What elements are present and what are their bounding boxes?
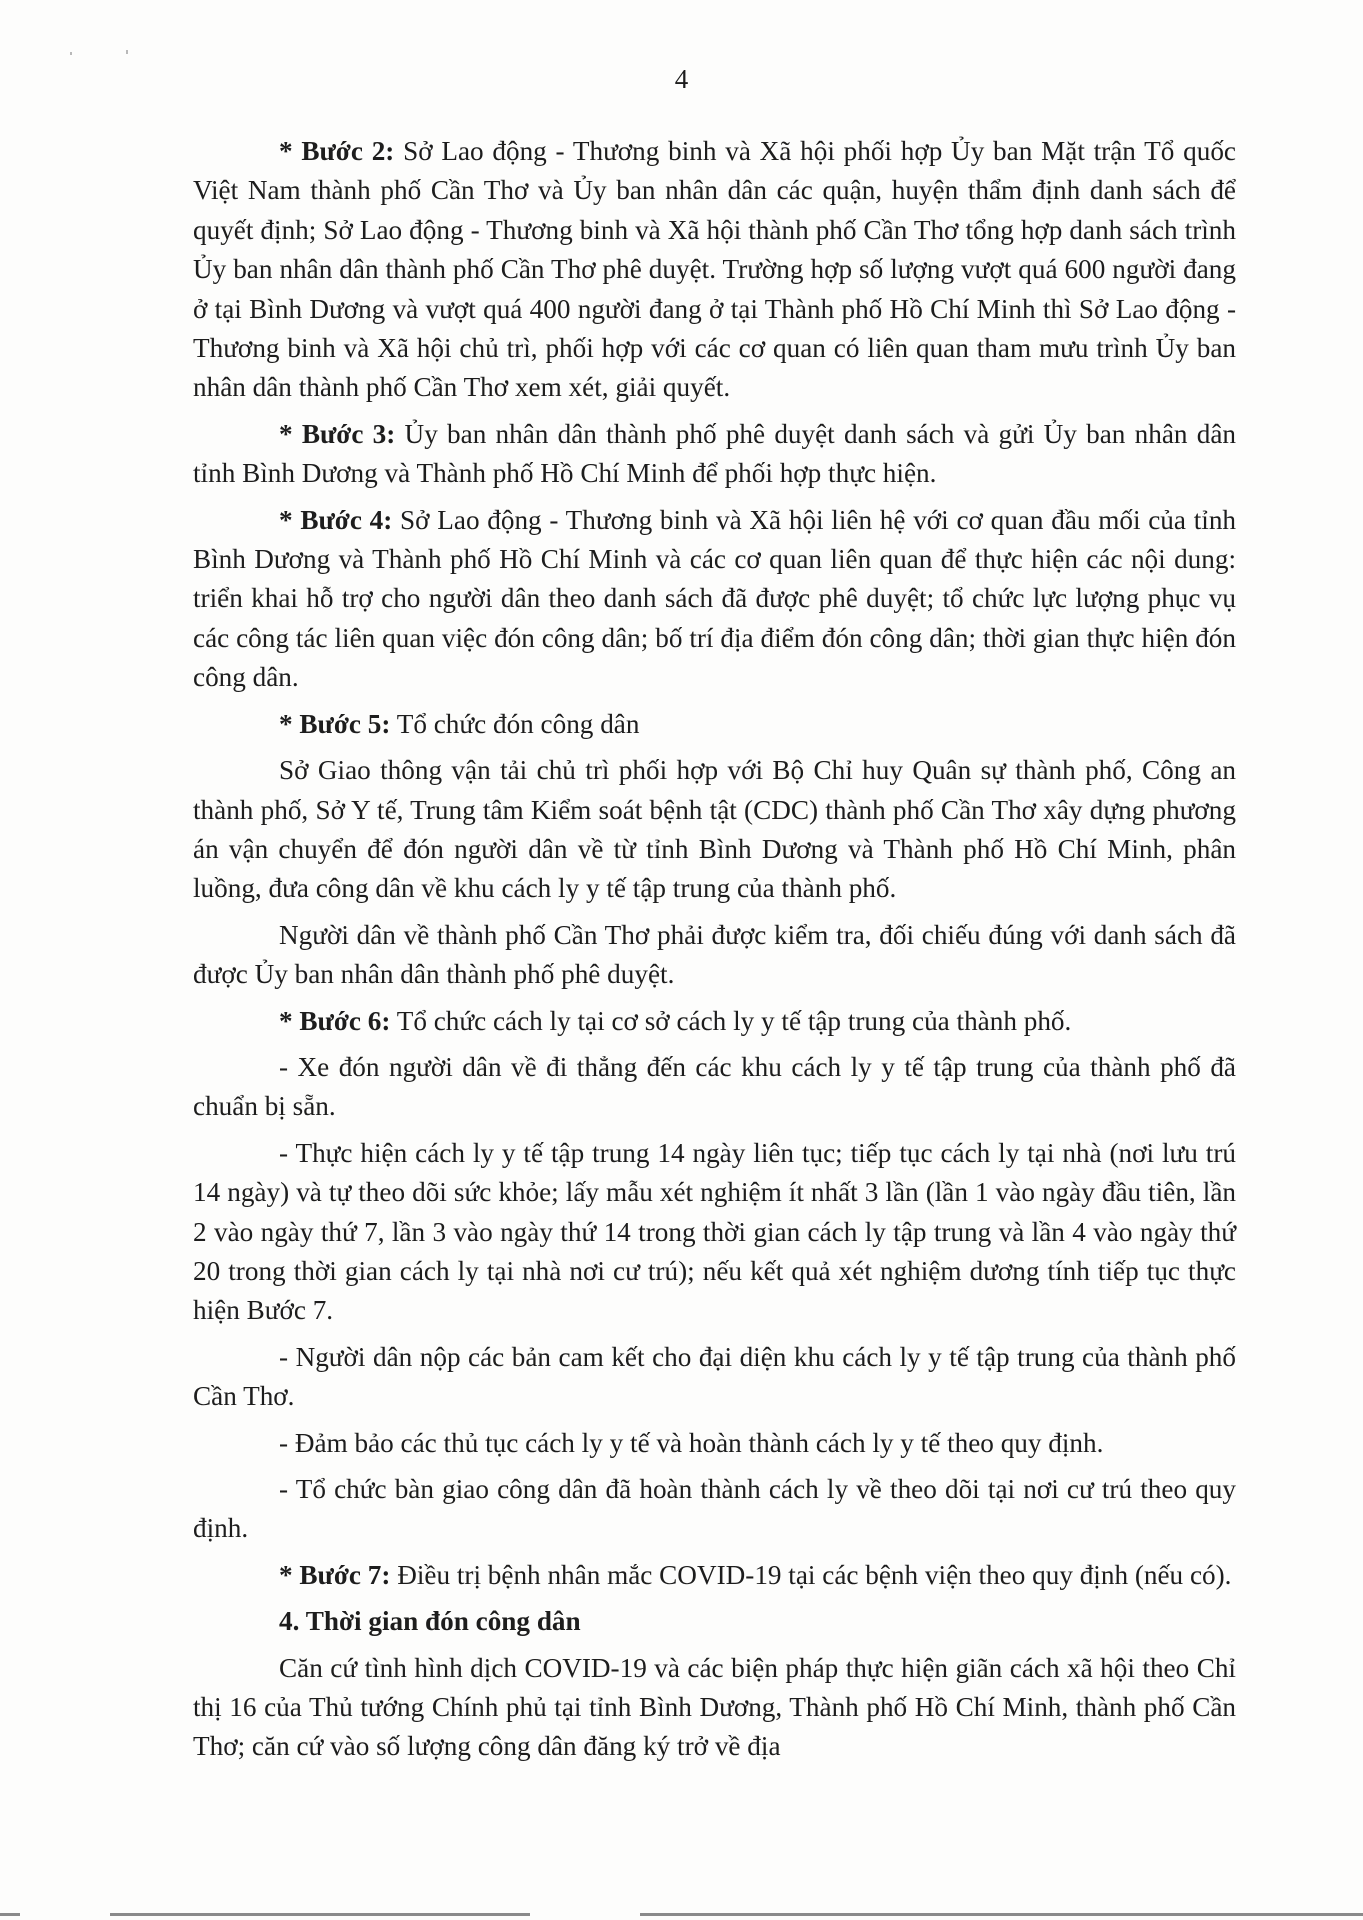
list-item-bus [193, 1048, 1236, 1127]
scan-speck [70, 52, 72, 55]
paragraph-text: Sở Giao thông vận tải chủ trì phối hợp với Bộ Chỉ huy Quân sự thành phố, Công an thành phố, Sở Y tế, Trung tâm Kiểm soát bệnh tật (CDC) thành phố Cần Thơ xây dựng phương án vận chuyển để đón người dân về từ tỉnh Bình Dương và Thành phố Hồ Chí Minh, phân luồng, đưa công dân về khu cách ly y tế tập trung của thành phố. [193, 755, 1236, 904]
step-label: * Bước 5: [279, 708, 391, 739]
step-label: * Bước 2: [279, 136, 395, 166]
section-heading: 4. Thời gian đón công dân [279, 1606, 581, 1637]
step-label: * Bước 3: [279, 418, 396, 449]
paragraph-text: Sở Lao động - Thương binh và Xã hội liên hệ với cơ quan đầu mối của tỉnh Bình Dương và Thành phố Hồ Chí Minh và các cơ quan liên quan để thực hiện các nội dung: triển khai hỗ trợ cho người dân theo danh sách đã được phê duyệt; tổ chức lực lượng phục vụ các công tác liên quan việc đón công dân; bố trí địa điểm đón công dân; thời gian thực hiện đón công dân. [193, 504, 1237, 693]
paragraph-step-7 [193, 1556, 1236, 1595]
list-item-handover [193, 1470, 1236, 1549]
paragraph-text: - Xe đón người dân về đi thẳng đến các khu cách ly y tế tập trung của thành phố đã chuẩn bị sẵn. [193, 1051, 1236, 1122]
list-item-procedures [193, 1424, 1236, 1463]
paragraph-timing: Căn cứ tình hình dịch COVID-19 và các biện pháp thực hiện giãn cách xã hội theo Chỉ thị 16 của Thủ tướng Chính phủ tại tỉnh Bình Dương, Thành phố Hồ Chí Minh, thành phố Cần Thơ; căn cứ vào số lượng công dân đăng ký trở về địa [193, 1652, 1236, 1762]
list-item-quarantine [193, 1134, 1236, 1331]
step-label: * Bước 7: [279, 1559, 391, 1590]
paragraph-text: Sở Lao động - Thương binh và Xã hội phối hợp Ủy ban Mặt trận Tổ quốc Việt Nam thành phố Cần Thơ và Ủy ban nhân dân các quận, huyện thẩm định danh sách để quyết định; Sở Lao động - Thương binh và Xã hội thành phố Cần Thơ tổng hợp danh sách trình Ủy ban nhân dân thành phố Cần Thơ phê duyệt. Trường hợp số lượng vượt quá 600 người đang ở tại Bình Dương và vượt quá 400 người đang ở tại Thành phố Hồ Chí Minh thì Sở Lao động - Thương binh và Xã hội chủ trì, phối hợp với các cơ quan có liên quan tham mưu trình Ủy ban nhân dân thành phố Cần Thơ xem xét, giải quyết. [193, 136, 1236, 403]
paragraph-transport [193, 751, 1236, 909]
paragraph-text: - Tổ chức bàn giao công dân đã hoàn thành cách ly về theo dõi tại nơi cư trú theo quy định. [193, 1474, 1236, 1544]
paragraph-step-6 [193, 1002, 1236, 1041]
scan-edge-line [110, 1913, 530, 1916]
paragraph-text: Ủy ban nhân dân thành phố phê duyệt danh sách và gửi Ủy ban nhân dân tỉnh Bình Dương và Thành phố Hồ Chí Minh để phối hợp thực hiện. [193, 418, 1236, 489]
scan-edge-line [0, 1913, 20, 1916]
paragraph-text: Tổ chức cách ly tại cơ sở cách ly y tế tập trung của thành phố. [390, 1005, 1072, 1036]
page-number: 4 [674, 64, 689, 94]
scan-speck [126, 50, 128, 54]
paragraph-step-2 [193, 132, 1236, 408]
paragraph-text: - Đảm bảo các thủ tục cách ly y tế và hoàn thành cách ly y tế theo quy định. [279, 1427, 1104, 1458]
list-item-commitment [193, 1338, 1236, 1417]
paragraph-text: - Thực hiện cách ly y tế tập trung 14 ngày liên tục; tiếp tục cách ly tại nhà (nơi lưu trú 14 ngày) và tự theo dõi sức khỏe; lấy mẫu xét nghiệm ít nhất 3 lần (lần 1 vào ngày đầu tiên, lần 2 vào ngày thứ 7, lần 3 vào ngày thứ 14 trong thời gian cách ly tập trung và lần 4 vào ngày thứ 20 trong thời gian cách ly tại nhà nơi cư trú); nếu kết quả xét nghiệm dương tính tiếp tục thực hiện Bước 7. [193, 1137, 1236, 1326]
paragraph-text: - Người dân nộp các bản cam kết cho đại diện khu cách ly y tế tập trung của thành phố Cần Thơ. [193, 1341, 1236, 1412]
paragraph-step-5 [193, 705, 1236, 744]
paragraph-step-3 [193, 415, 1236, 494]
paragraph-text: Người dân về thành phố Cần Thơ phải được kiểm tra, đối chiếu đúng với danh sách đã được Ủy ban nhân dân thành phố phê duyệt. [193, 919, 1236, 990]
paragraph-text: Tổ chức đón công dân [390, 708, 640, 739]
paragraph-text: Điều trị bệnh nhân mắc COVID-19 tại các bệnh viện theo quy định (nếu có). [390, 1559, 1232, 1590]
document-body [193, 132, 1236, 1774]
step-label: * Bước 6: [279, 1005, 391, 1036]
step-label: * Bước 4: [279, 504, 393, 535]
scan-edge-line [640, 1913, 1363, 1916]
paragraph-verification [193, 916, 1236, 995]
paragraph-step-4 [193, 501, 1236, 698]
